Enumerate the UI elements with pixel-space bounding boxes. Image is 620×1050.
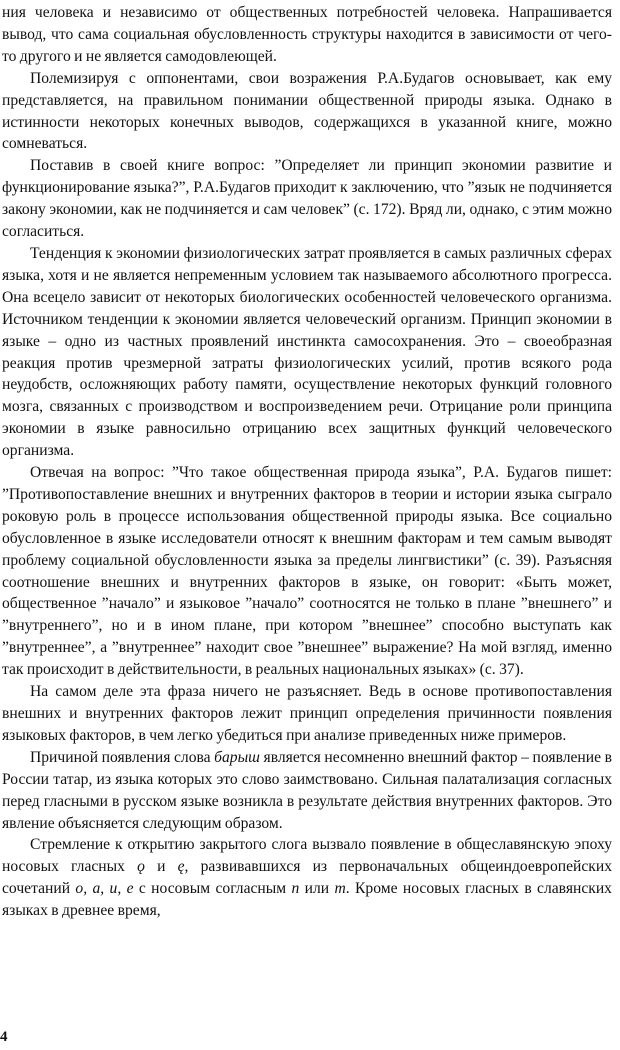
paragraph-text: Стремление к открытию закрытого слога вызвало появление в общеславянскую эпоху носовых гласных: [2, 836, 612, 876]
page-number: 4: [0, 1029, 8, 1045]
paragraph-text: На самом деле эта фраза ничего не разъясняет. Ведь в основе противопоставления внешних и внутренних факторов лежит принцип определения причинности появления языковых факторов, в чем легко убедиться при анализе приведенных ниже примеров.: [2, 683, 612, 744]
emphasized-text: n: [291, 880, 300, 898]
paragraph: [2, 155, 612, 243]
paragraph: [2, 2, 612, 68]
emphasized-text: m: [334, 880, 346, 898]
paragraph-text: ния человека и независимо от общественных потребностей человека. Напрашивается вывод, что сама социальная обусловленность структуры находится в зависимости от чего-то другого и не является самодовлеющей.: [2, 4, 612, 65]
paragraph-text: Тенденция к экономии физиологических затрат проявляется в самых различных сферах языка, хотя и не является непременным условием так называемого абсолютного прогресса. Она всецело зависит от некоторых биологических особенностей человеческого организма. Источником тенденции к экономии является человеческий организм. Принцип экономии в языке – одно из частных проявлений инстинкта самосохранения. Это – своеобразная реакция против чрезмерной затраты физиологических усилий, против всякого рода неудобств, осложняющих работу памяти, осуществление некоторых функций головного мозга, связанных с производством и воспроизведением речи. Отрицание роли принципа экономии в языке равносильно отрицанию всех защитных функций человеческого организма.: [2, 244, 612, 460]
paragraph-text: Поставив в своей книге вопрос: ”Определяет ли принцип экономии развитие и функционирование языка?”, Р.А.Будагов приходит к заключению, что ”язык не подчиняется закону экономии, как не подчиняется и сам человек” (с. 172). Вряд ли, однако, с этим можно согласиться.: [2, 157, 612, 241]
paragraph-text: , развивавшихся из первоначальных общеиндоевропейских сочетаний: [2, 858, 613, 898]
paragraph: [2, 462, 612, 681]
emphasized-text: o, a, u, e: [75, 880, 134, 898]
emphasized-text: барыш: [214, 748, 260, 766]
paragraph: [2, 834, 612, 922]
paragraph: [2, 243, 612, 462]
paragraph: [2, 68, 612, 156]
paragraph-text: или: [299, 880, 335, 898]
paragraph-text: с носовым согласным: [133, 880, 292, 898]
paragraph-text: Причиной появления слова: [30, 748, 215, 766]
paragraph-text: Полемизируя с оппонентами, свои возражения Р.А.Будагов основывает, как ему представляется, на правильном понимании общественной природы языка. Однако в истинности некоторых конечных выводов, содержащихся в указанной книге, можно сомневаться.: [2, 69, 612, 153]
emphasized-text: ǫ: [137, 858, 145, 876]
paragraph-text: и: [144, 858, 178, 876]
emphasized-text: ę: [177, 858, 185, 876]
paragraph-text: Отвечая на вопрос: ”Что такое общественная природа языка”, Р.А. Будагов пишет: ”Противопоставление внешних и внутренних факторов в теории и истории языка сыграло роковую роль в процессе использования общественной природы языка. Все социально обусловленное в языке исследователи относят к внешним факторам и тем самым выводят проблему социальной обусловленности языка за пределы лингвистики” (с. 39). Разъясняя соотношение внешних и внутренних факторов в языке, он говорит: «Быть может, общественное ”начало” и языковое ”начало” соотносятся не только в плане ”внешнего” и ”внутреннего”, но и в ином плане, при котором ”внешнее” способно выступать как ”внутреннее”, а ”внутреннее” находит свое ”внешнее” выражение? На мой взгляд, именно так происходит в действительности, в реальных национальных языках» (с. 37).: [2, 464, 612, 679]
paragraph: [2, 747, 612, 835]
body-text: [2, 2, 612, 922]
paragraph-text: является несомненно внешний фактор – появление в России татар, из языка которых это слово заимствовано. Сильная палатализация согласных перед гласными в русском языке возникла в результате действия внутренних факторов. Это явление объясняется следующим образом.: [2, 748, 612, 832]
paragraph-text: . Кроме носовых гласных в славянских языках в древнее время,: [2, 880, 612, 920]
paragraph: [2, 681, 612, 747]
